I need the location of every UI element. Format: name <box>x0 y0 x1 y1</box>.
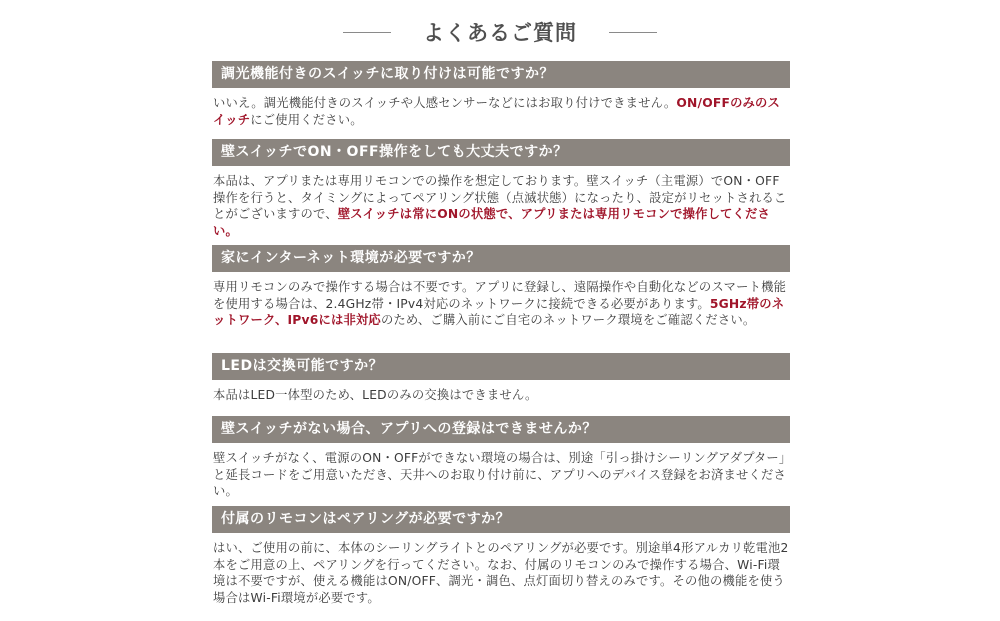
answer-text: のため、ご購入前にご自宅のネットワーク環境をご確認ください。 <box>380 313 756 327</box>
answer-text: にご使用ください。 <box>250 112 363 127</box>
faq-answer <box>212 88 790 128</box>
faq-header <box>0 12 1000 52</box>
faq-item-dimmer-switch <box>212 61 790 128</box>
faq-item-internet <box>212 245 790 329</box>
answer-text: 壁スイッチがなく、電源のON・OFFができない環境の場合は、別途「引っ掛けシーリングアダプター」と延長コードをご用意いただき、天井へのお取り付け前に、アプリへのデバイス登録をお済ませください。 <box>213 451 787 498</box>
faq-answer <box>212 380 790 404</box>
faq-question: 調光機能付きのスイッチに取り付けは可能ですか？ <box>212 61 790 88</box>
faq-item-wall-switch <box>212 139 790 239</box>
answer-text: はい、ご使用の前に、本体のシーリングライトとのペアリングが必要です。別途単4形アルカリ乾電池2本をご用意の上、ペアリングを行ってください。なお、付属のリモコンのみで操作する場合、Wi-Fi環境は不要ですが、使える機能はON/OFF、調光・調色、点灯面切り替えのみです。その他の機能を使う場合はWi-Fi環境が必要です。 <box>213 541 789 605</box>
faq-question: LEDは交換可能ですか？ <box>212 353 790 380</box>
title-right-rule <box>609 32 657 33</box>
answer-text: 本品はLED一体型のため、LEDのみの交換はできません。 <box>213 388 538 402</box>
answer-text: 専用リモコンのみで操作する場合は不要です。アプリに登録し、遠隔操作や自動化などのスマート機能を使用する場合は、2.4GHz帯・IPv4対応のネットワークに接続できる必要があります。 <box>213 280 787 311</box>
faq-question: 壁スイッチがない場合、アプリへの登録はできませんか？ <box>212 416 790 443</box>
faq-item-remote-pairing <box>212 506 790 606</box>
faq-answer <box>212 443 790 500</box>
faq-item-no-wall-switch <box>212 416 790 500</box>
faq-question: 家にインターネット環境が必要ですか？ <box>212 245 790 272</box>
faq-answer <box>212 533 790 606</box>
answer-highlight: ON/OFFのみのスイッチ <box>213 96 781 127</box>
answer-text: 本品は、アプリまたは専用リモコンでの操作を想定しております。壁スイッチ（主電源）でON・OFF操作を行うと、タイミングによってペアリング状態（点滅状態）になったり、設定がリセットされることがございますので、 <box>213 174 787 221</box>
answer-text: いいえ。調光機能付きのスイッチや人感センサーなどにはお取り付けできません。 <box>213 96 677 110</box>
page-title: よくあるご質問 <box>423 21 577 45</box>
faq-answer <box>212 166 790 239</box>
answer-highlight: 壁スイッチは常にONの状態で、アプリまたは専用リモコンで操作してください。 <box>213 207 771 238</box>
title-left-rule <box>343 32 391 33</box>
faq-question: 壁スイッチでON・OFF操作をしても大丈夫ですか？ <box>212 139 790 166</box>
faq-question: 付属のリモコンはペアリングが必要ですか？ <box>212 506 790 533</box>
faq-answer <box>212 272 790 329</box>
answer-highlight: 5GHz帯のネットワーク、IPv6には非対応 <box>213 296 785 327</box>
faq-item-led <box>212 353 790 404</box>
